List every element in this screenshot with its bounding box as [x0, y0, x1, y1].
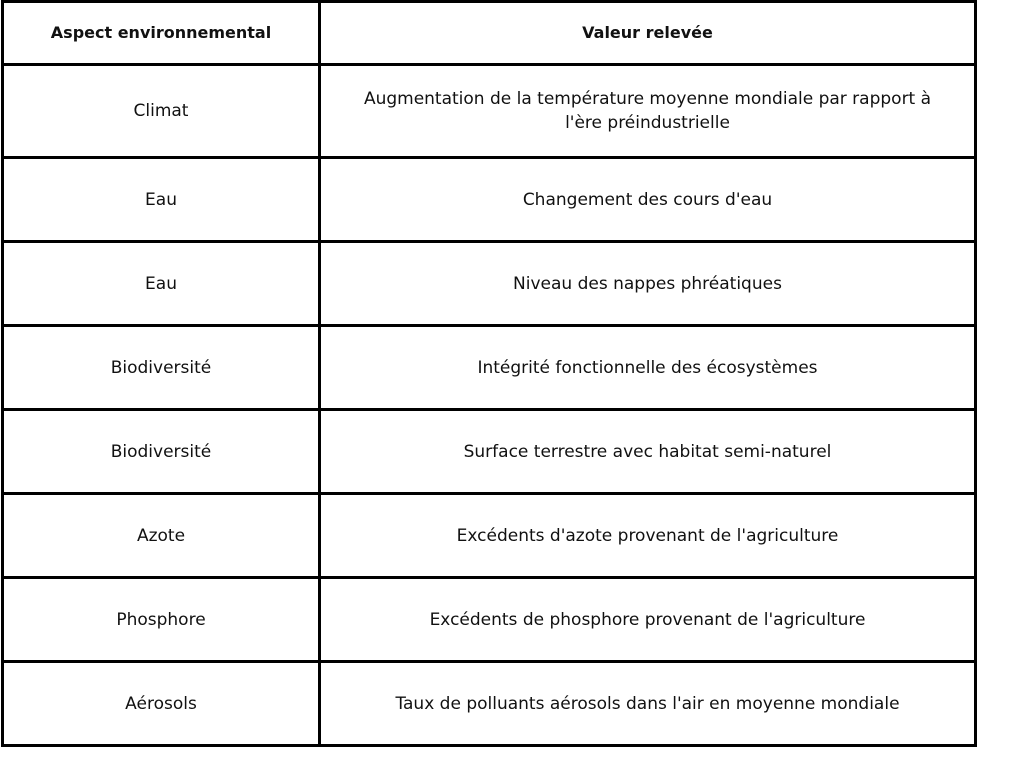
cell-aspect: Eau	[3, 158, 320, 242]
table-row	[3, 326, 976, 410]
cell-valeur: Changement des cours d'eau	[320, 158, 976, 242]
column-header-valeur: Valeur relevée	[320, 2, 976, 65]
cell-aspect: Aérosols	[3, 662, 320, 746]
cell-aspect: Phosphore	[3, 578, 320, 662]
cell-valeur: Taux de polluants aérosols dans l'air en moyenne mondiale	[320, 662, 976, 746]
table-row	[3, 494, 976, 578]
table-row	[3, 662, 976, 746]
cell-aspect: Biodiversité	[3, 326, 320, 410]
cell-valeur: Excédents d'azote provenant de l'agriculture	[320, 494, 976, 578]
table-row	[3, 578, 976, 662]
column-header-aspect: Aspect environnemental	[3, 2, 320, 65]
cell-valeur: Excédents de phosphore provenant de l'agriculture	[320, 578, 976, 662]
cell-valeur: Augmentation de la température moyenne mondiale par rapport à l'ère préindustrielle	[320, 65, 976, 158]
table-body	[3, 65, 976, 746]
table-row	[3, 65, 976, 158]
cell-valeur: Surface terrestre avec habitat semi-naturel	[320, 410, 976, 494]
table-header	[3, 2, 976, 65]
table-row	[3, 410, 976, 494]
cell-aspect: Biodiversité	[3, 410, 320, 494]
cell-aspect: Azote	[3, 494, 320, 578]
table-header-row	[3, 2, 976, 65]
cell-aspect: Climat	[3, 65, 320, 158]
cell-valeur: Intégrité fonctionnelle des écosystèmes	[320, 326, 976, 410]
table-row	[3, 158, 976, 242]
table-row	[3, 242, 976, 326]
cell-aspect: Eau	[3, 242, 320, 326]
cell-valeur: Niveau des nappes phréatiques	[320, 242, 976, 326]
environment-table	[1, 0, 977, 747]
environment-table-container	[1, 0, 974, 745]
